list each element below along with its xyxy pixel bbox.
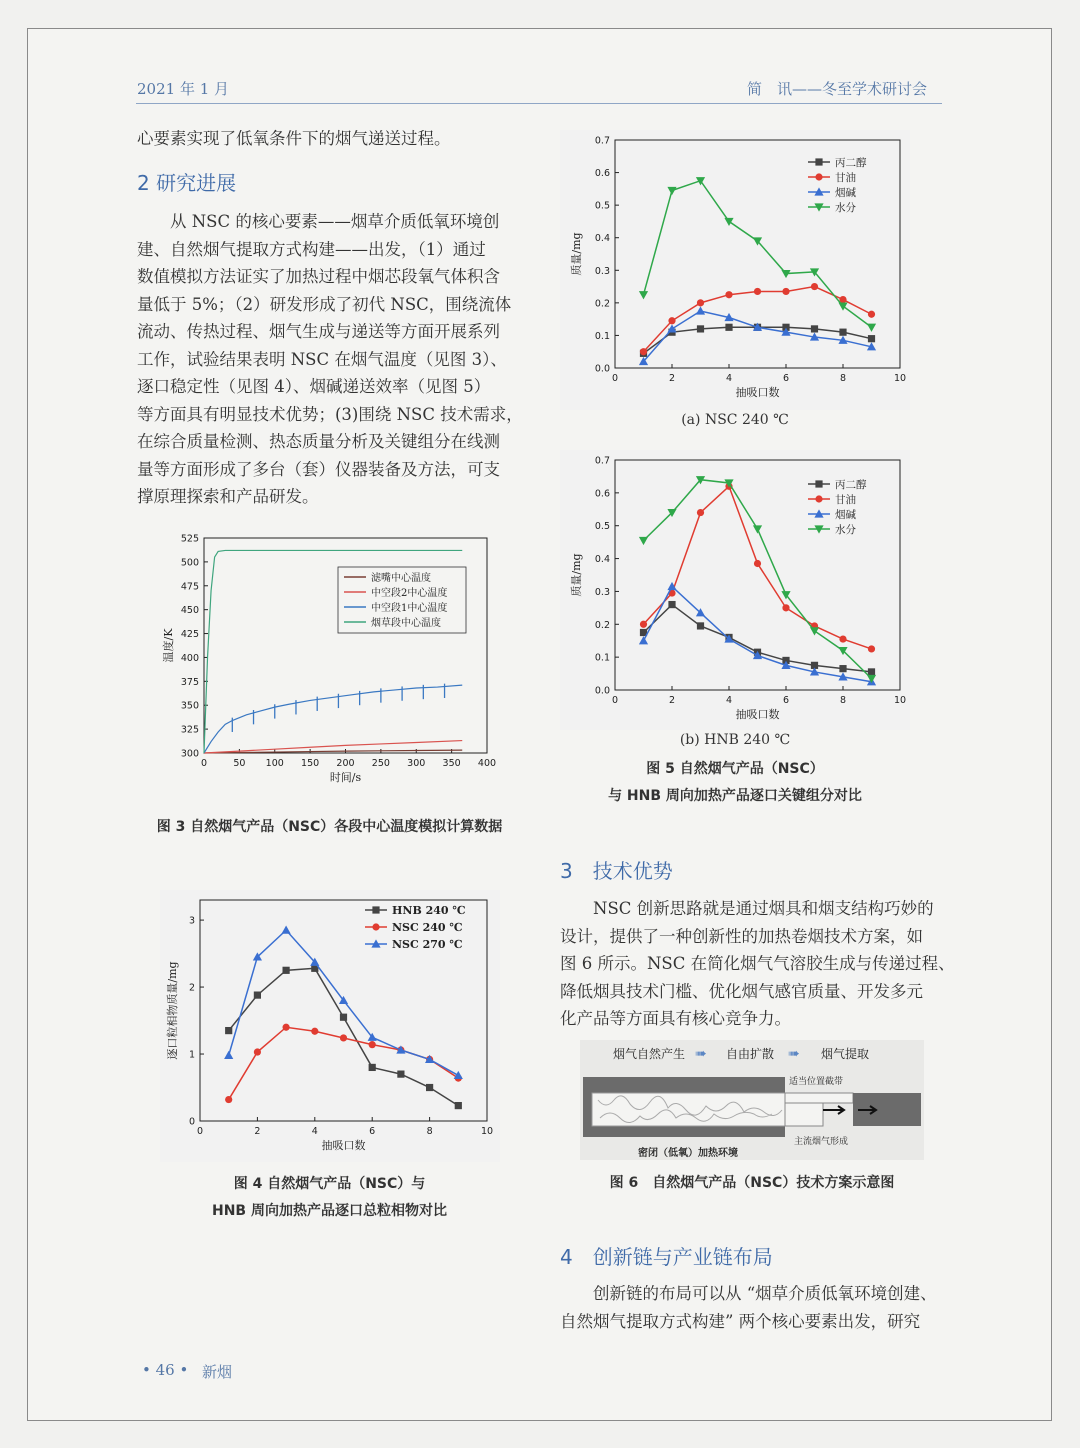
y-tick-label: 0.5 (594, 200, 610, 212)
legend-label: HNB 240 ℃ (392, 904, 466, 917)
legend-marker (372, 923, 379, 930)
figure-3 (160, 528, 505, 803)
legend-label: 滤嘴中心温度 (371, 573, 431, 584)
x-tick-label: 50 (233, 758, 246, 769)
figure-3-chart (160, 528, 505, 803)
legend-label: 中空段2中心温度 (371, 588, 448, 599)
label-sealed-env: 密闭（低氧）加热环境 (638, 1148, 738, 1159)
data-point (668, 601, 675, 608)
legend-marker (815, 480, 822, 487)
legend-label: NSC 270 ℃ (392, 938, 463, 951)
section-2-title: 2 研究进展 (137, 171, 237, 195)
tobacco-section (592, 1093, 785, 1126)
flow-step-3: 烟气提取 (821, 1047, 870, 1061)
figure-6 (580, 1040, 924, 1160)
data-point (283, 967, 290, 974)
y-tick-label: 425 (180, 629, 199, 641)
text-line: 等方面具有明显技术优势；(3)围绕 NSC 技术需求， (137, 404, 523, 424)
legend-label: 烟碱 (835, 509, 856, 521)
y-tick-label: 3 (188, 915, 195, 927)
label-cut-band: 适当位置截带 (789, 1077, 844, 1087)
data-point (811, 325, 818, 332)
x-tick-label: 0 (196, 1126, 204, 1137)
y-tick-label: 0.4 (594, 233, 610, 245)
data-point (426, 1084, 433, 1091)
text-line: 降低烟具技术门槛、优化烟气感官质量、开发多元 (560, 981, 923, 1001)
data-point (340, 1014, 347, 1021)
text-line: 建、自然烟气提取方式构建——出发，（1）通过 (137, 239, 486, 259)
y-tick-label: 0.3 (594, 586, 610, 598)
text-line: 流动、传热过程、烟气生成与递送等方面开展系列 (137, 322, 500, 341)
y-tick-label: 1 (188, 1049, 195, 1061)
data-point (782, 604, 789, 611)
flow-step-2: 自由扩散 (726, 1047, 775, 1061)
y-axis-label: 质量/mg (570, 553, 583, 597)
figure-5-caption-line-1: 图 5 自然烟气产品（NSC） (646, 761, 824, 777)
data-point (340, 1034, 347, 1041)
text-line: 创新链的布局可以从 “烟草介质低氧环境创建、 (593, 1284, 937, 1303)
data-point (868, 311, 875, 318)
y-tick-label: 500 (180, 557, 199, 569)
figure-4-chart (160, 890, 500, 1162)
data-point (225, 1027, 232, 1034)
figure-4-caption-line-1: 图 4 自然烟气产品（NSC）与 (233, 1176, 426, 1192)
legend-label: 甘油 (835, 494, 856, 506)
x-tick-label: 0 (200, 758, 208, 769)
y-tick-label: 0.0 (594, 685, 610, 697)
x-tick-label: 2 (254, 1126, 261, 1137)
text-line: 设计，提供了一种创新性的加热卷烟技术方案，如 (560, 926, 923, 946)
data-point (369, 1041, 376, 1048)
figure-5a-chart (560, 130, 910, 410)
x-tick-label: 200 (336, 758, 355, 769)
data-point (254, 1048, 261, 1055)
y-tick-label: 0.2 (594, 619, 610, 631)
y-tick-label: 525 (180, 533, 199, 545)
y-tick-label: 0.6 (594, 488, 610, 500)
y-tick-label: 0.5 (594, 521, 610, 533)
cut-band (785, 1093, 853, 1103)
figure-6-caption: 图 6 自然烟气产品（NSC）技术方案示意图 (609, 1175, 895, 1191)
page-number: • 46 • (142, 1361, 189, 1379)
legend-marker (815, 495, 822, 502)
y-tick-label: 0.7 (594, 455, 610, 467)
y-tick-label: 400 (180, 652, 199, 664)
data-point (640, 348, 647, 355)
data-point (668, 317, 675, 324)
data-point (839, 329, 846, 336)
text-line: 工作，试验结果表明 NSC 在烟气温度（见图 3）、 (137, 349, 507, 369)
legend-label: 丙二醇 (835, 479, 867, 491)
y-tick-label: 350 (180, 700, 199, 712)
data-point (868, 668, 875, 675)
x-tick-label: 6 (782, 695, 790, 706)
legend-label: 甘油 (835, 172, 856, 184)
y-axis-label: 逐口粒相物质量/mg (166, 961, 179, 1060)
x-tick-label: 4 (725, 373, 733, 384)
section-3-body (560, 895, 955, 1033)
section-4-body (560, 1280, 944, 1335)
x-tick-label: 400 (477, 758, 497, 769)
text-line: NSC 创新思路就是通过烟具和烟支结构巧妙的 (593, 899, 934, 918)
header-rule (136, 103, 942, 104)
legend-label: 水分 (835, 202, 856, 214)
text-line: 撑原理探索和产品研发。 (137, 487, 319, 506)
y-tick-label: 0.1 (594, 652, 610, 664)
data-point (697, 299, 704, 306)
x-tick-label: 6 (782, 373, 790, 384)
x-tick-label: 8 (426, 1126, 433, 1137)
x-tick-label: 250 (371, 758, 390, 769)
x-axis-label: 时间/s (329, 771, 362, 784)
x-tick-label: 150 (301, 758, 320, 769)
legend-marker (815, 158, 822, 165)
data-point (839, 665, 846, 672)
x-tick-label: 0 (611, 373, 619, 384)
intro-line: 心要素实现了低氧条件下的烟气递送过程。 (137, 129, 451, 148)
flow-step-1: 烟气自然产生 (613, 1047, 686, 1061)
x-tick-label: 2 (668, 695, 676, 706)
journal-name: 新烟 (202, 1363, 233, 1381)
data-point (640, 621, 647, 628)
figure-5b-subcaption: (b) HNB 240 ℃ (679, 732, 791, 748)
y-tick-label: 0.3 (594, 265, 610, 277)
label-mainstream: 主流烟气形成 (794, 1137, 849, 1147)
x-tick-label: 8 (839, 695, 847, 706)
y-tick-label: 0.0 (594, 363, 610, 375)
x-axis-label: 抽吸口数 (735, 708, 780, 721)
data-point (782, 288, 789, 295)
x-tick-label: 4 (311, 1126, 318, 1137)
data-point (868, 335, 875, 342)
x-tick-label: 300 (407, 758, 426, 769)
x-tick-label: 10 (893, 695, 907, 706)
figure-5b-chart (560, 450, 910, 730)
section-2-body (137, 208, 522, 511)
data-point (283, 1024, 290, 1031)
y-tick-label: 0.1 (594, 330, 610, 342)
section-4-title: 4 创新链与产业链布局 (560, 1245, 773, 1269)
x-tick-label: 4 (725, 695, 733, 706)
figure-5a (560, 130, 910, 410)
y-tick-label: 0 (188, 1116, 195, 1128)
text-line: 量等方面形成了多台（套）仪器装备及方法，可支 (137, 459, 500, 479)
legend-label: 烟碱 (835, 187, 856, 199)
data-point (725, 324, 732, 331)
data-point (369, 1064, 376, 1071)
legend-marker (372, 906, 379, 913)
text-line: 图 6 所示。NSC 在简化烟气气溶胶生成与传递过程、 (560, 954, 955, 973)
flow-arrow-icon: ➠ (695, 1046, 707, 1062)
x-tick-label: 6 (369, 1126, 376, 1137)
data-point (754, 288, 761, 295)
data-point (697, 325, 704, 332)
x-tick-label: 100 (265, 758, 284, 769)
y-tick-label: 300 (180, 748, 199, 760)
y-axis-label: 温度/K (162, 628, 175, 663)
data-point (311, 1028, 318, 1035)
data-point (839, 635, 846, 642)
x-axis-label: 抽吸口数 (321, 1139, 366, 1152)
y-tick-label: 0.7 (594, 135, 610, 147)
y-tick-label: 450 (180, 605, 199, 617)
data-point (697, 509, 704, 516)
data-point (455, 1102, 462, 1109)
figure-3-caption: 图 3 自然烟气产品（NSC）各段中心温度模拟计算数据 (156, 819, 503, 835)
data-point (397, 1071, 404, 1078)
figure-6-diagram (580, 1040, 924, 1160)
y-tick-label: 475 (180, 581, 199, 593)
legend-label: 中空段1中心温度 (371, 603, 448, 614)
figure-4-caption-line-2: HNB 周向加热产品逐口总粒相物对比 (212, 1203, 447, 1219)
text-line: 从 NSC 的核心要素——烟草介质低氧环境创 (170, 212, 500, 231)
y-tick-label: 2 (188, 982, 195, 994)
text-line: 化产品等方面具有核心竞争力。 (560, 1009, 791, 1028)
text-line: 数值模拟方法证实了加热过程中烟芯段氧气体积含 (137, 267, 500, 286)
y-tick-label: 0.2 (594, 298, 610, 310)
x-tick-label: 2 (668, 373, 676, 384)
text-line: 在综合质量检测、热态质量分析及关键组分在线测 (137, 432, 500, 451)
figure-5a-subcaption: (a) NSC 240 ℃ (681, 412, 789, 428)
text-line: 量低于 5%；（2）研发形成了初代 NSC，围绕流体 (137, 294, 512, 314)
x-tick-label: 10 (480, 1126, 494, 1137)
data-point (754, 560, 761, 567)
figure-5b (560, 450, 910, 730)
data-point (811, 283, 818, 290)
data-point (225, 1096, 232, 1103)
text-line: 自然烟气提取方式构建” 两个核心要素出发，研究 (560, 1311, 921, 1331)
data-point (697, 622, 704, 629)
legend-label: 烟草段中心温度 (371, 618, 441, 629)
flow-arrow-icon (823, 1106, 844, 1114)
x-tick-label: 8 (839, 373, 847, 384)
y-tick-label: 0.6 (594, 168, 610, 180)
legend-label: 水分 (835, 524, 856, 536)
header-section: 简 讯——冬至学术研讨会 (747, 80, 928, 98)
y-tick-label: 375 (180, 676, 199, 688)
x-axis-label: 抽吸口数 (735, 386, 780, 399)
data-point (725, 291, 732, 298)
figure-5-caption-line-2: 与 HNB 周向加热产品逐口关键组分对比 (608, 788, 862, 804)
y-tick-label: 0.4 (594, 554, 610, 566)
x-tick-label: 350 (442, 758, 461, 769)
legend-label: 丙二醇 (835, 157, 867, 169)
data-point (254, 991, 261, 998)
text-line: 逐口稳定性（见图 4）、烟碱递送效率（见图 5） (137, 377, 491, 396)
y-axis-label: 质量/mg (570, 232, 583, 276)
data-point (868, 645, 875, 652)
header-date: 2021 年 1 月 (137, 80, 230, 98)
x-tick-label: 0 (611, 695, 619, 706)
y-tick-label: 325 (180, 724, 199, 736)
figure-4 (160, 890, 500, 1162)
legend-marker (815, 173, 822, 180)
x-tick-label: 10 (893, 373, 907, 384)
flow-arrow-icon: ➠ (788, 1046, 800, 1062)
legend-label: NSC 240 ℃ (392, 921, 463, 934)
section-3-title: 3 技术优势 (560, 859, 673, 883)
